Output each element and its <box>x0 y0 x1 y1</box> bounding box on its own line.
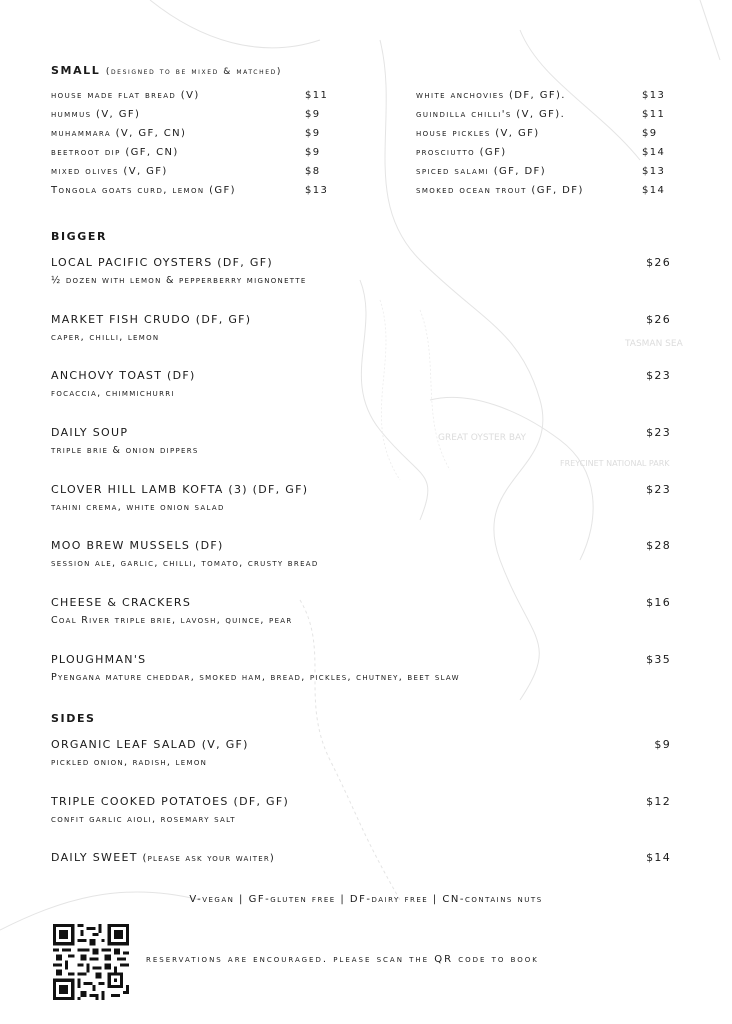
dietary-legend: V-vegan | GF-gluten free | DF-dairy free | CN-contains nuts <box>189 894 543 905</box>
small-item <box>416 128 671 146</box>
item-price: $26 <box>646 256 671 269</box>
small-item-name: muhammara (V, GF, CN) <box>51 128 187 139</box>
menu-item <box>51 369 671 399</box>
menu-item <box>51 313 671 343</box>
small-item-price: $9 <box>305 109 321 120</box>
small-item <box>416 166 671 184</box>
qr-code[interactable] <box>51 924 131 1000</box>
item-name: PLOUGHMAN'S <box>51 653 147 666</box>
small-item-price: $14 <box>642 147 666 158</box>
item-description: caper, chilli, lemon <box>51 332 160 343</box>
item-description: Coal River triple brie, lavosh, quince, pear <box>51 615 293 626</box>
small-item-price: $11 <box>642 109 666 120</box>
small-item-name: mixed olives (V, GF) <box>51 166 168 177</box>
small-item <box>51 109 331 127</box>
small-item-name: spiced salami (GF, DF) <box>416 166 547 177</box>
map-label-freycinet: FREYCINET NATIONAL PARK <box>560 459 670 468</box>
item-price: $14 <box>646 851 671 864</box>
item-price: $23 <box>646 369 671 382</box>
menu-item <box>51 426 671 456</box>
small-item-price: $13 <box>642 166 666 177</box>
small-item-price: $11 <box>305 90 329 101</box>
small-item-name: house made flat bread (V) <box>51 90 200 101</box>
item-name: MARKET FISH CRUDO (DF, GF) <box>51 313 252 326</box>
item-name: CLOVER HILL LAMB KOFTA (3) (DF, GF) <box>51 483 309 496</box>
small-item <box>416 109 671 127</box>
section-heading-sides: SIDES <box>51 712 96 725</box>
item-name: ANCHOVY TOAST (DF) <box>51 369 196 382</box>
small-item-price: $8 <box>305 166 321 177</box>
small-item-price: $9 <box>305 128 321 139</box>
item-price: $9 <box>654 738 671 751</box>
item-name: MOO BREW MUSSELS (DF) <box>51 539 224 552</box>
item-note: (please ask your waiter) <box>142 853 276 864</box>
section-heading-bigger: BIGGER <box>51 230 108 243</box>
item-description: pickled onion, radish, lemon <box>51 757 208 768</box>
small-item <box>51 147 331 165</box>
item-description: confit garlic aioli, rosemary salt <box>51 814 236 825</box>
item-description: tahini crema, white onion salad <box>51 502 225 513</box>
menu-item <box>51 483 671 513</box>
item-description: triple brie & onion dippers <box>51 445 199 456</box>
small-item <box>416 90 671 108</box>
small-item <box>51 128 331 146</box>
item-name: CHEESE & CRACKERS <box>51 596 192 609</box>
item-description: session ale, garlic, chilli, tomato, crusty bread <box>51 558 319 569</box>
map-label-tasman: TASMAN SEA <box>625 339 683 349</box>
small-item <box>51 166 331 184</box>
small-item <box>416 147 671 165</box>
small-item-name: smoked ocean trout (GF, DF) <box>416 185 584 196</box>
item-name: LOCAL PACIFIC OYSTERS (DF, GF) <box>51 256 273 269</box>
small-item-name: white anchovies (DF, GF). <box>416 90 566 101</box>
item-price: $23 <box>646 426 671 439</box>
item-description: focaccia, chimmichurri <box>51 388 175 399</box>
section-heading-small <box>51 64 282 77</box>
small-item-name: prosciutto (GF) <box>416 147 507 158</box>
small-item-price: $9 <box>642 128 658 139</box>
item-price: $28 <box>646 539 671 552</box>
menu-item <box>51 539 671 569</box>
item-name: TRIPLE COOKED POTATOES (DF, GF) <box>51 795 290 808</box>
menu-item <box>51 795 671 825</box>
item-price: $23 <box>646 483 671 496</box>
item-description: ½ dozen with lemon & pepperberry mignonette <box>51 275 307 286</box>
small-item-price: $13 <box>642 90 666 101</box>
small-item-name: beetroot dip (GF, CN) <box>51 147 179 158</box>
item-price: $16 <box>646 596 671 609</box>
menu-item <box>51 596 671 626</box>
item-description: Pyengana mature cheddar, smoked ham, bread, pickles, chutney, beet slaw <box>51 672 460 683</box>
small-item <box>51 185 331 203</box>
item-price: $12 <box>646 795 671 808</box>
small-item-price: $9 <box>305 147 321 158</box>
small-item-name: Tongola goats curd, lemon (GF) <box>51 185 236 196</box>
small-item-name: hummus (V, GF) <box>51 109 141 120</box>
small-item <box>51 90 331 108</box>
small-item-price: $14 <box>642 185 666 196</box>
item-price: $26 <box>646 313 671 326</box>
menu-item-daily-sweet <box>51 851 671 864</box>
small-item-price: $13 <box>305 185 329 196</box>
map-label-oyster-bay: GREAT OYSTER BAY <box>438 433 526 443</box>
reservations-note: reservations are encouraged. please scan the QR code to book <box>146 954 539 965</box>
small-item-name: guindilla chilli's (V, GF). <box>416 109 566 120</box>
menu-item <box>51 653 671 683</box>
menu-item <box>51 738 671 768</box>
item-name: DAILY SOUP <box>51 426 129 439</box>
small-heading-note: (designed to be mixed & matched) <box>105 67 282 77</box>
small-item <box>416 185 671 203</box>
item-name: ORGANIC LEAF SALAD (V, GF) <box>51 738 249 751</box>
menu-item <box>51 256 671 286</box>
small-item-name: house pickles (V, GF) <box>416 128 540 139</box>
item-price: $35 <box>646 653 671 666</box>
item-name: DAILY SWEET <box>51 851 138 864</box>
small-heading-text: SMALL <box>51 64 101 77</box>
